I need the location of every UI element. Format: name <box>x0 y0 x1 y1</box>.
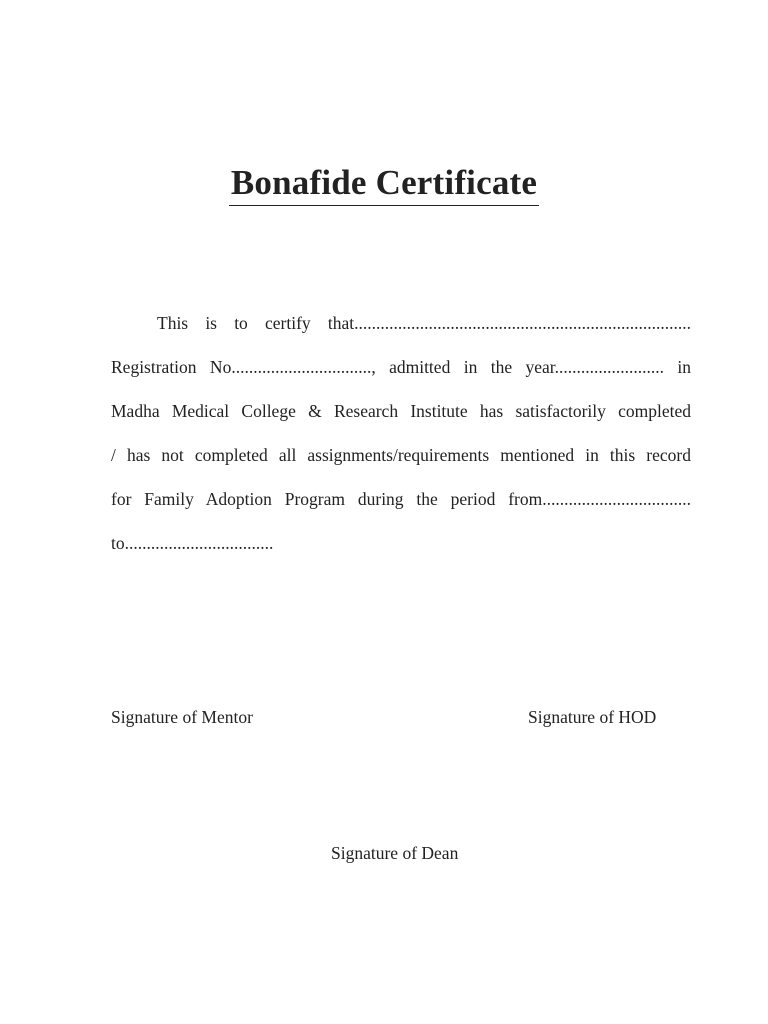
body-line-1: This is to certify that............................................................................. <box>157 313 691 333</box>
certificate-title-container <box>0 163 768 206</box>
body-line-4: / has not completed all assignments/requirements mentioned in this record <box>111 445 691 465</box>
body-line-3: Madha Medical College & Research Institute has satisfactorily completed <box>111 401 691 421</box>
signature-dean: Signature of Dean <box>331 843 459 863</box>
certificate-title: Bonafide Certificate <box>229 163 539 206</box>
body-line-5: for Family Adoption Program during the period from.................................. <box>111 489 691 509</box>
signature-hod: Signature of HOD <box>528 707 657 727</box>
signature-mentor: Signature of Mentor <box>111 707 253 727</box>
body-line-2: Registration No................................, admitted in the year......................... in <box>111 357 691 377</box>
body-line-6: to.................................. <box>111 533 274 553</box>
